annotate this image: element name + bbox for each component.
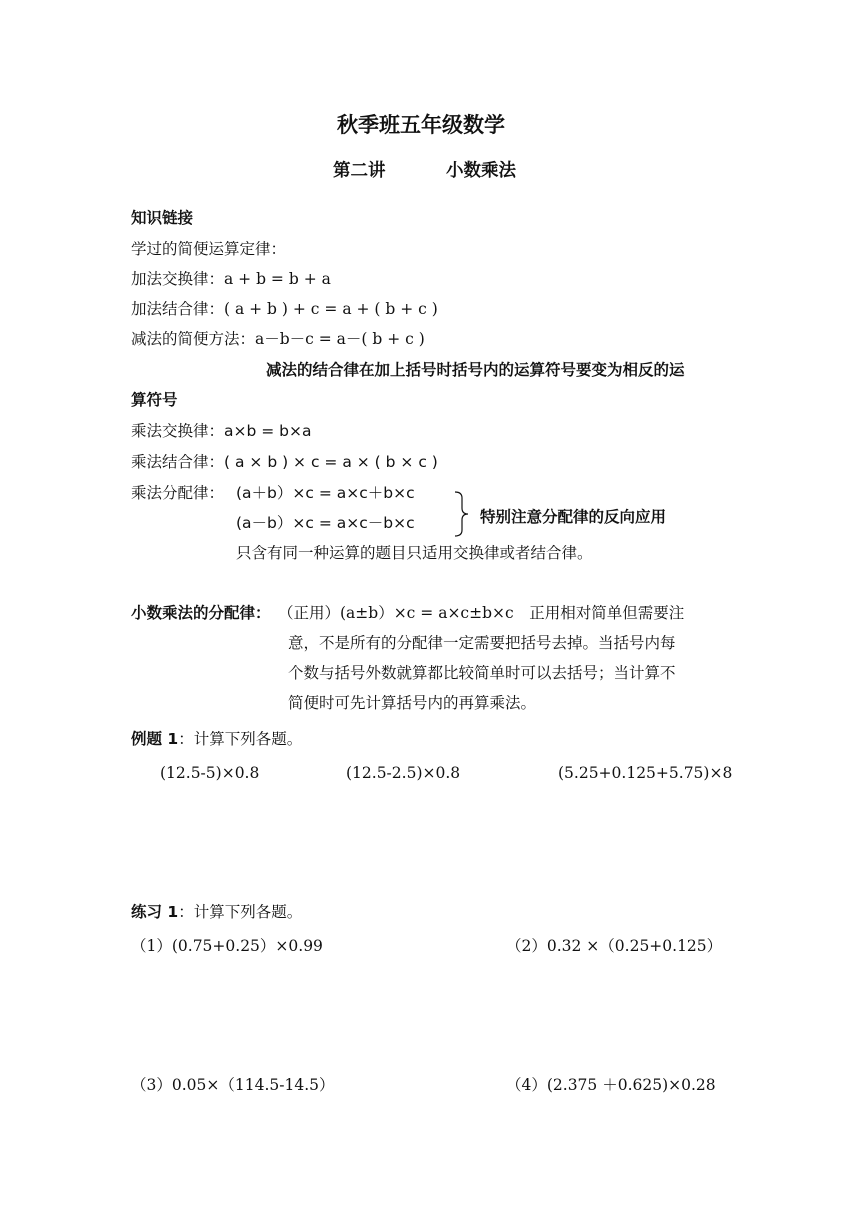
practice-1-instruction: ：计算下列各题。	[178, 903, 303, 921]
knowledge-intro: 学过的简便运算定律：	[131, 240, 287, 258]
decimal-distributive-line2: 意，不是所有的分配律一定需要把括号去掉。当括号内每	[288, 634, 676, 652]
example-1-heading	[131, 729, 302, 749]
practice-1-heading	[131, 902, 302, 922]
example-1-problem-2: (12.5-2.5)×0.8	[346, 764, 461, 782]
curly-brace-icon	[452, 490, 472, 538]
lecture-number: 第二讲	[333, 161, 386, 181]
decimal-distributive-line3: 个数与括号外数就算都比较简单时可以去括号；当计算不	[288, 664, 676, 682]
subtraction-note-line1: 减法的结合律在加上括号时括号内的运算符号要变为相反的运	[266, 361, 685, 379]
lecture-topic: 小数乘法	[446, 161, 516, 181]
addition-associative-law: 加法结合律：( a + b ) + c = a + ( b + c )	[131, 300, 438, 318]
decimal-distributive-line1: （正用）(a±b）×c = a×c±b×c 正用相对简单但需要注	[278, 604, 685, 622]
distributive-reverse-note: 特别注意分配律的反向应用	[480, 508, 667, 526]
decimal-distributive-line4: 简便时可先计算括号内的再算乘法。	[288, 694, 537, 712]
multiplication-associative-law: 乘法结合律：( a × b ) × c = a × ( b × c )	[131, 453, 438, 471]
example-1-instruction: ：计算下列各题。	[178, 730, 303, 748]
decimal-distributive-label: 小数乘法的分配律：	[131, 604, 271, 622]
example-1-problem-3: (5.25+0.125+5.75)×8	[558, 764, 733, 782]
example-1-label: 例题 1	[131, 730, 179, 748]
distributive-formula-add: (a＋b）×c = a×c＋b×c	[236, 484, 415, 502]
practice-1-problem-1: （1）(0.75+0.25）×0.99	[131, 937, 323, 955]
page-title: 秋季班五年级数学	[337, 113, 505, 137]
multiplication-commutative-law: 乘法交换律：a×b = b×a	[131, 422, 312, 440]
addition-commutative-law: 加法交换律：a + b = b + a	[131, 270, 331, 288]
subtraction-note-line2: 算符号	[131, 391, 178, 409]
section-heading-knowledge: 知识链接	[131, 209, 194, 227]
single-operation-note: 只含有同一种运算的题目只适用交换律或者结合律。	[236, 544, 593, 562]
multiplication-distributive-label: 乘法分配律：	[131, 484, 225, 502]
practice-1-label: 练习 1	[131, 903, 179, 921]
subtraction-rule: 减法的简便方法：a－b－c = a－( b + c )	[131, 330, 425, 348]
example-1-problem-1: (12.5-5)×0.8	[160, 764, 260, 782]
practice-1-problem-2: （2）0.32 ×（0.25+0.125）	[506, 937, 723, 955]
practice-1-problem-4: （4）(2.375 ＋0.625)×0.28	[506, 1076, 716, 1094]
practice-1-problem-3: （3）0.05×（114.5-14.5）	[131, 1076, 335, 1094]
distributive-formula-subtract: (a－b）×c = a×c－b×c	[236, 514, 415, 532]
